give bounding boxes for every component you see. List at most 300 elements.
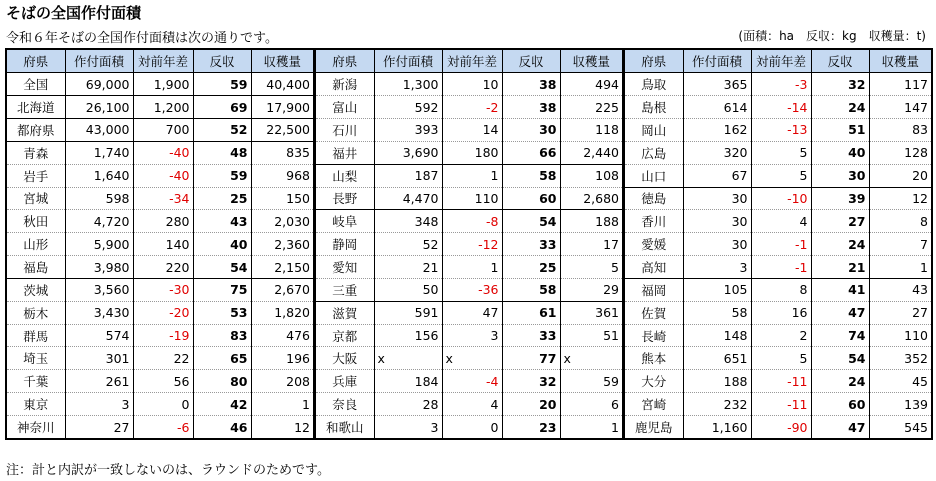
area-cell: 1,640	[65, 164, 133, 187]
prefecture-cell: 滋賀	[316, 301, 374, 324]
table-row	[625, 370, 931, 393]
harvest-cell: 188	[560, 210, 622, 233]
harvest-cell: 2,150	[251, 256, 313, 279]
area-cell: 1,740	[65, 141, 133, 164]
yield-cell: 39	[811, 187, 869, 210]
table-row	[316, 164, 622, 187]
prefecture-cell: 徳島	[625, 187, 683, 210]
area-cell: 156	[374, 324, 442, 347]
prefecture-cell: 和歌山	[316, 416, 374, 439]
table-row	[7, 301, 313, 324]
harvest-cell: 118	[560, 119, 622, 142]
header-row	[7, 50, 313, 73]
area-cell: 3	[374, 416, 442, 439]
area-cell: 3,690	[374, 141, 442, 164]
table-row	[316, 141, 622, 164]
area-cell: 651	[683, 347, 751, 370]
diff-cell: -34	[133, 187, 193, 210]
prefecture-cell: 栃木	[7, 301, 65, 324]
yield-cell: 75	[193, 278, 251, 301]
prefecture-cell: 大阪	[316, 347, 374, 370]
yield-cell: 42	[193, 393, 251, 416]
header-yield: 反収	[811, 50, 869, 73]
diff-cell: -90	[751, 416, 811, 439]
area-cell: 58	[683, 301, 751, 324]
area-cell: 614	[683, 96, 751, 119]
table-row	[7, 210, 313, 233]
diff-cell: 280	[133, 210, 193, 233]
harvest-cell: 45	[869, 370, 931, 393]
diff-cell: 3	[442, 324, 502, 347]
harvest-cell: 225	[560, 96, 622, 119]
units-legend: (面積：ha 反収：kg 収穫量：t)	[738, 29, 926, 43]
harvest-cell: 2,670	[251, 278, 313, 301]
table-row	[316, 347, 622, 370]
soba-table-1	[7, 50, 313, 438]
prefecture-cell: 埼玉	[7, 347, 65, 370]
diff-cell: -11	[751, 370, 811, 393]
table-row	[625, 233, 931, 256]
prefecture-cell: 香川	[625, 210, 683, 233]
diff-cell: -36	[442, 278, 502, 301]
yield-cell: 24	[811, 233, 869, 256]
diff-cell: -3	[751, 73, 811, 96]
yield-cell: 80	[193, 370, 251, 393]
harvest-cell: 12	[251, 416, 313, 439]
harvest-cell: 2,360	[251, 233, 313, 256]
header-area: 作付面積	[374, 50, 442, 73]
header-diff: 対前年差	[751, 50, 811, 73]
prefecture-cell: 静岡	[316, 233, 374, 256]
yield-cell: 66	[502, 141, 560, 164]
harvest-cell: 147	[869, 96, 931, 119]
yield-cell: 59	[193, 73, 251, 96]
diff-cell: -30	[133, 278, 193, 301]
header-prefecture: 府県	[316, 50, 374, 73]
prefecture-cell: 福岡	[625, 278, 683, 301]
yield-cell: 58	[502, 164, 560, 187]
yield-cell: 59	[193, 164, 251, 187]
prefecture-cell: 広島	[625, 141, 683, 164]
area-cell: 4,720	[65, 210, 133, 233]
table-panel-3	[623, 48, 933, 440]
diff-cell: -4	[442, 370, 502, 393]
table-row	[7, 416, 313, 439]
diff-cell: -14	[751, 96, 811, 119]
table-row	[625, 187, 931, 210]
area-cell: 69,000	[65, 73, 133, 96]
harvest-cell: 22,500	[251, 119, 313, 142]
yield-cell: 51	[811, 119, 869, 142]
header-diff: 対前年差	[133, 50, 193, 73]
yield-cell: 33	[502, 233, 560, 256]
area-cell: 1,300	[374, 73, 442, 96]
harvest-cell: 1	[251, 393, 313, 416]
prefecture-cell: 宮城	[7, 187, 65, 210]
header-area: 作付面積	[683, 50, 751, 73]
yield-cell: 24	[811, 96, 869, 119]
harvest-cell: 29	[560, 278, 622, 301]
prefecture-cell: 千葉	[7, 370, 65, 393]
harvest-cell: 361	[560, 301, 622, 324]
area-cell: 21	[374, 256, 442, 279]
harvest-cell: 1,820	[251, 301, 313, 324]
yield-cell: 52	[193, 119, 251, 142]
table-panel-2	[314, 48, 624, 440]
area-cell: 574	[65, 324, 133, 347]
area-cell: 184	[374, 370, 442, 393]
diff-cell: -40	[133, 164, 193, 187]
harvest-cell: 128	[869, 141, 931, 164]
harvest-cell: 7	[869, 233, 931, 256]
diff-cell: 700	[133, 119, 193, 142]
harvest-cell: 83	[869, 119, 931, 142]
prefecture-cell: 愛知	[316, 256, 374, 279]
header-yield: 反収	[502, 50, 560, 73]
area-cell: 592	[374, 96, 442, 119]
yield-cell: 25	[502, 256, 560, 279]
prefecture-cell: 熊本	[625, 347, 683, 370]
yield-cell: 38	[502, 73, 560, 96]
header-harvest: 収穫量	[560, 50, 622, 73]
yield-cell: 32	[811, 73, 869, 96]
area-cell: 28	[374, 393, 442, 416]
table-row	[7, 324, 313, 347]
harvest-cell: 352	[869, 347, 931, 370]
area-cell: 301	[65, 347, 133, 370]
yield-cell: 60	[502, 187, 560, 210]
yield-cell: 21	[811, 256, 869, 279]
diff-cell: 0	[442, 416, 502, 439]
prefecture-cell: 青森	[7, 141, 65, 164]
table-row	[7, 256, 313, 279]
area-cell: 320	[683, 141, 751, 164]
yield-cell: 83	[193, 324, 251, 347]
table-row	[316, 278, 622, 301]
header-prefecture: 府県	[625, 50, 683, 73]
harvest-cell: 476	[251, 324, 313, 347]
table-row	[7, 347, 313, 370]
prefecture-cell: 秋田	[7, 210, 65, 233]
diff-cell: -13	[751, 119, 811, 142]
table-row	[625, 119, 931, 142]
harvest-cell: 208	[251, 370, 313, 393]
harvest-cell: 2,030	[251, 210, 313, 233]
diff-cell: x	[442, 347, 502, 370]
yield-cell: 27	[811, 210, 869, 233]
page-title: そばの全国作付面積	[6, 4, 142, 22]
yield-cell: 25	[193, 187, 251, 210]
yield-cell: 47	[811, 301, 869, 324]
harvest-cell: 835	[251, 141, 313, 164]
table-row	[316, 256, 622, 279]
table-row	[625, 278, 931, 301]
yield-cell: 53	[193, 301, 251, 324]
area-cell: 30	[683, 187, 751, 210]
yield-cell: 23	[502, 416, 560, 439]
diff-cell: 180	[442, 141, 502, 164]
table-row	[316, 416, 622, 439]
prefecture-cell: 茨城	[7, 278, 65, 301]
table-row	[316, 96, 622, 119]
harvest-cell: 108	[560, 164, 622, 187]
table-row	[316, 301, 622, 324]
diff-cell: 220	[133, 256, 193, 279]
yield-cell: 30	[811, 164, 869, 187]
table-panel-1	[5, 48, 315, 440]
diff-cell: 110	[442, 187, 502, 210]
diff-cell: 4	[442, 393, 502, 416]
prefecture-cell: 山形	[7, 233, 65, 256]
area-cell: 3	[65, 393, 133, 416]
header-prefecture: 府県	[7, 50, 65, 73]
diff-cell: 8	[751, 278, 811, 301]
diff-cell: -1	[751, 256, 811, 279]
table-row	[7, 96, 313, 119]
header-area: 作付面積	[65, 50, 133, 73]
area-cell: 162	[683, 119, 751, 142]
prefecture-cell: 福井	[316, 141, 374, 164]
harvest-cell: 8	[869, 210, 931, 233]
area-cell: 187	[374, 164, 442, 187]
area-cell: 4,470	[374, 187, 442, 210]
prefecture-cell: 福島	[7, 256, 65, 279]
diff-cell: -20	[133, 301, 193, 324]
table-row	[316, 187, 622, 210]
prefecture-cell: 京都	[316, 324, 374, 347]
diff-cell: -19	[133, 324, 193, 347]
table-row	[7, 141, 313, 164]
diff-cell: 10	[442, 73, 502, 96]
area-cell: 261	[65, 370, 133, 393]
table-row	[7, 164, 313, 187]
table-row	[7, 393, 313, 416]
area-cell: 348	[374, 210, 442, 233]
harvest-cell: 1	[869, 256, 931, 279]
area-cell: 52	[374, 233, 442, 256]
yield-cell: 46	[193, 416, 251, 439]
harvest-cell: 27	[869, 301, 931, 324]
prefecture-cell: 鹿児島	[625, 416, 683, 439]
area-cell: 393	[374, 119, 442, 142]
table-row	[625, 393, 931, 416]
table-row	[625, 324, 931, 347]
yield-cell: 24	[811, 370, 869, 393]
header-harvest: 収穫量	[251, 50, 313, 73]
table-row	[625, 256, 931, 279]
area-cell: 5,900	[65, 233, 133, 256]
area-cell: 232	[683, 393, 751, 416]
prefecture-cell: 山口	[625, 164, 683, 187]
yield-cell: 32	[502, 370, 560, 393]
diff-cell: 56	[133, 370, 193, 393]
diff-cell: 1,200	[133, 96, 193, 119]
diff-cell: -12	[442, 233, 502, 256]
prefecture-cell: 岐阜	[316, 210, 374, 233]
table-row	[316, 370, 622, 393]
prefecture-cell: 長野	[316, 187, 374, 210]
diff-cell: -40	[133, 141, 193, 164]
prefecture-cell: 鳥取	[625, 73, 683, 96]
table-row	[625, 210, 931, 233]
area-cell: 50	[374, 278, 442, 301]
table-row	[7, 119, 313, 142]
area-cell: 148	[683, 324, 751, 347]
prefecture-cell: 東京	[7, 393, 65, 416]
diff-cell: -11	[751, 393, 811, 416]
yield-cell: 60	[811, 393, 869, 416]
prefecture-cell: 岩手	[7, 164, 65, 187]
table-row	[625, 301, 931, 324]
diff-cell: -6	[133, 416, 193, 439]
soba-table-3	[625, 50, 931, 438]
table-row	[7, 370, 313, 393]
table-row	[316, 324, 622, 347]
diff-cell: 14	[442, 119, 502, 142]
diff-cell: 5	[751, 141, 811, 164]
diff-cell: 5	[751, 347, 811, 370]
harvest-cell: 51	[560, 324, 622, 347]
yield-cell: 38	[502, 96, 560, 119]
diff-cell: 1,900	[133, 73, 193, 96]
yield-cell: 58	[502, 278, 560, 301]
prefecture-cell: 大分	[625, 370, 683, 393]
prefecture-cell: 北海道	[7, 96, 65, 119]
harvest-cell: 5	[560, 256, 622, 279]
prefecture-cell: 島根	[625, 96, 683, 119]
table-row	[316, 210, 622, 233]
area-cell: 365	[683, 73, 751, 96]
yield-cell: 69	[193, 96, 251, 119]
harvest-cell: 43	[869, 278, 931, 301]
prefecture-cell: 宮崎	[625, 393, 683, 416]
yield-cell: 47	[811, 416, 869, 439]
yield-cell: 20	[502, 393, 560, 416]
yield-cell: 61	[502, 301, 560, 324]
header-harvest: 収穫量	[869, 50, 931, 73]
diff-cell: -10	[751, 187, 811, 210]
harvest-cell: 196	[251, 347, 313, 370]
area-cell: 43,000	[65, 119, 133, 142]
yield-cell: 30	[502, 119, 560, 142]
diff-cell: -1	[751, 233, 811, 256]
area-cell: x	[374, 347, 442, 370]
table-row	[625, 164, 931, 187]
table-row	[7, 278, 313, 301]
area-cell: 30	[683, 233, 751, 256]
harvest-cell: 2,440	[560, 141, 622, 164]
yield-cell: 43	[193, 210, 251, 233]
table-row	[7, 187, 313, 210]
diff-cell: 2	[751, 324, 811, 347]
prefecture-cell: 都府県	[7, 119, 65, 142]
table-row	[625, 73, 931, 96]
yield-cell: 48	[193, 141, 251, 164]
area-cell: 3,980	[65, 256, 133, 279]
prefecture-cell: 新潟	[316, 73, 374, 96]
diff-cell: 140	[133, 233, 193, 256]
diff-cell: -2	[442, 96, 502, 119]
harvest-cell: 40,400	[251, 73, 313, 96]
area-cell: 3,560	[65, 278, 133, 301]
yield-cell: 40	[811, 141, 869, 164]
table-row	[316, 233, 622, 256]
harvest-cell: 17,900	[251, 96, 313, 119]
table-row	[625, 96, 931, 119]
area-cell: 3,430	[65, 301, 133, 324]
harvest-cell: 6	[560, 393, 622, 416]
area-cell: 188	[683, 370, 751, 393]
yield-cell: 54	[193, 256, 251, 279]
diff-cell: 1	[442, 256, 502, 279]
yield-cell: 65	[193, 347, 251, 370]
harvest-cell: x	[560, 347, 622, 370]
header-row	[625, 50, 931, 73]
yield-cell: 54	[502, 210, 560, 233]
table-row	[316, 73, 622, 96]
yield-cell: 77	[502, 347, 560, 370]
area-cell: 67	[683, 164, 751, 187]
yield-cell: 41	[811, 278, 869, 301]
yield-cell: 33	[502, 324, 560, 347]
harvest-cell: 545	[869, 416, 931, 439]
harvest-cell: 110	[869, 324, 931, 347]
prefecture-cell: 群馬	[7, 324, 65, 347]
harvest-cell: 20	[869, 164, 931, 187]
diff-cell: 4	[751, 210, 811, 233]
harvest-cell: 12	[869, 187, 931, 210]
harvest-cell: 968	[251, 164, 313, 187]
yield-cell: 40	[193, 233, 251, 256]
table-row	[316, 393, 622, 416]
harvest-cell: 1	[560, 416, 622, 439]
harvest-cell: 59	[560, 370, 622, 393]
harvest-cell: 150	[251, 187, 313, 210]
table-row	[7, 73, 313, 96]
table-row	[316, 119, 622, 142]
diff-cell: 0	[133, 393, 193, 416]
diff-cell: 1	[442, 164, 502, 187]
prefecture-cell: 神奈川	[7, 416, 65, 439]
prefecture-cell: 高知	[625, 256, 683, 279]
table-row	[625, 416, 931, 439]
yield-cell: 74	[811, 324, 869, 347]
prefecture-cell: 長崎	[625, 324, 683, 347]
harvest-cell: 2,680	[560, 187, 622, 210]
prefecture-cell: 岡山	[625, 119, 683, 142]
table-row	[625, 347, 931, 370]
prefecture-cell: 全国	[7, 73, 65, 96]
diff-cell: 16	[751, 301, 811, 324]
prefecture-cell: 奈良	[316, 393, 374, 416]
diff-cell: 47	[442, 301, 502, 324]
prefecture-cell: 三重	[316, 278, 374, 301]
area-cell: 105	[683, 278, 751, 301]
area-cell: 27	[65, 416, 133, 439]
diff-cell: -8	[442, 210, 502, 233]
prefecture-cell: 富山	[316, 96, 374, 119]
prefecture-cell: 石川	[316, 119, 374, 142]
prefecture-cell: 佐賀	[625, 301, 683, 324]
area-cell: 26,100	[65, 96, 133, 119]
table-row	[7, 233, 313, 256]
prefecture-cell: 兵庫	[316, 370, 374, 393]
diff-cell: 22	[133, 347, 193, 370]
area-cell: 1,160	[683, 416, 751, 439]
area-cell: 3	[683, 256, 751, 279]
area-cell: 30	[683, 210, 751, 233]
header-yield: 反収	[193, 50, 251, 73]
